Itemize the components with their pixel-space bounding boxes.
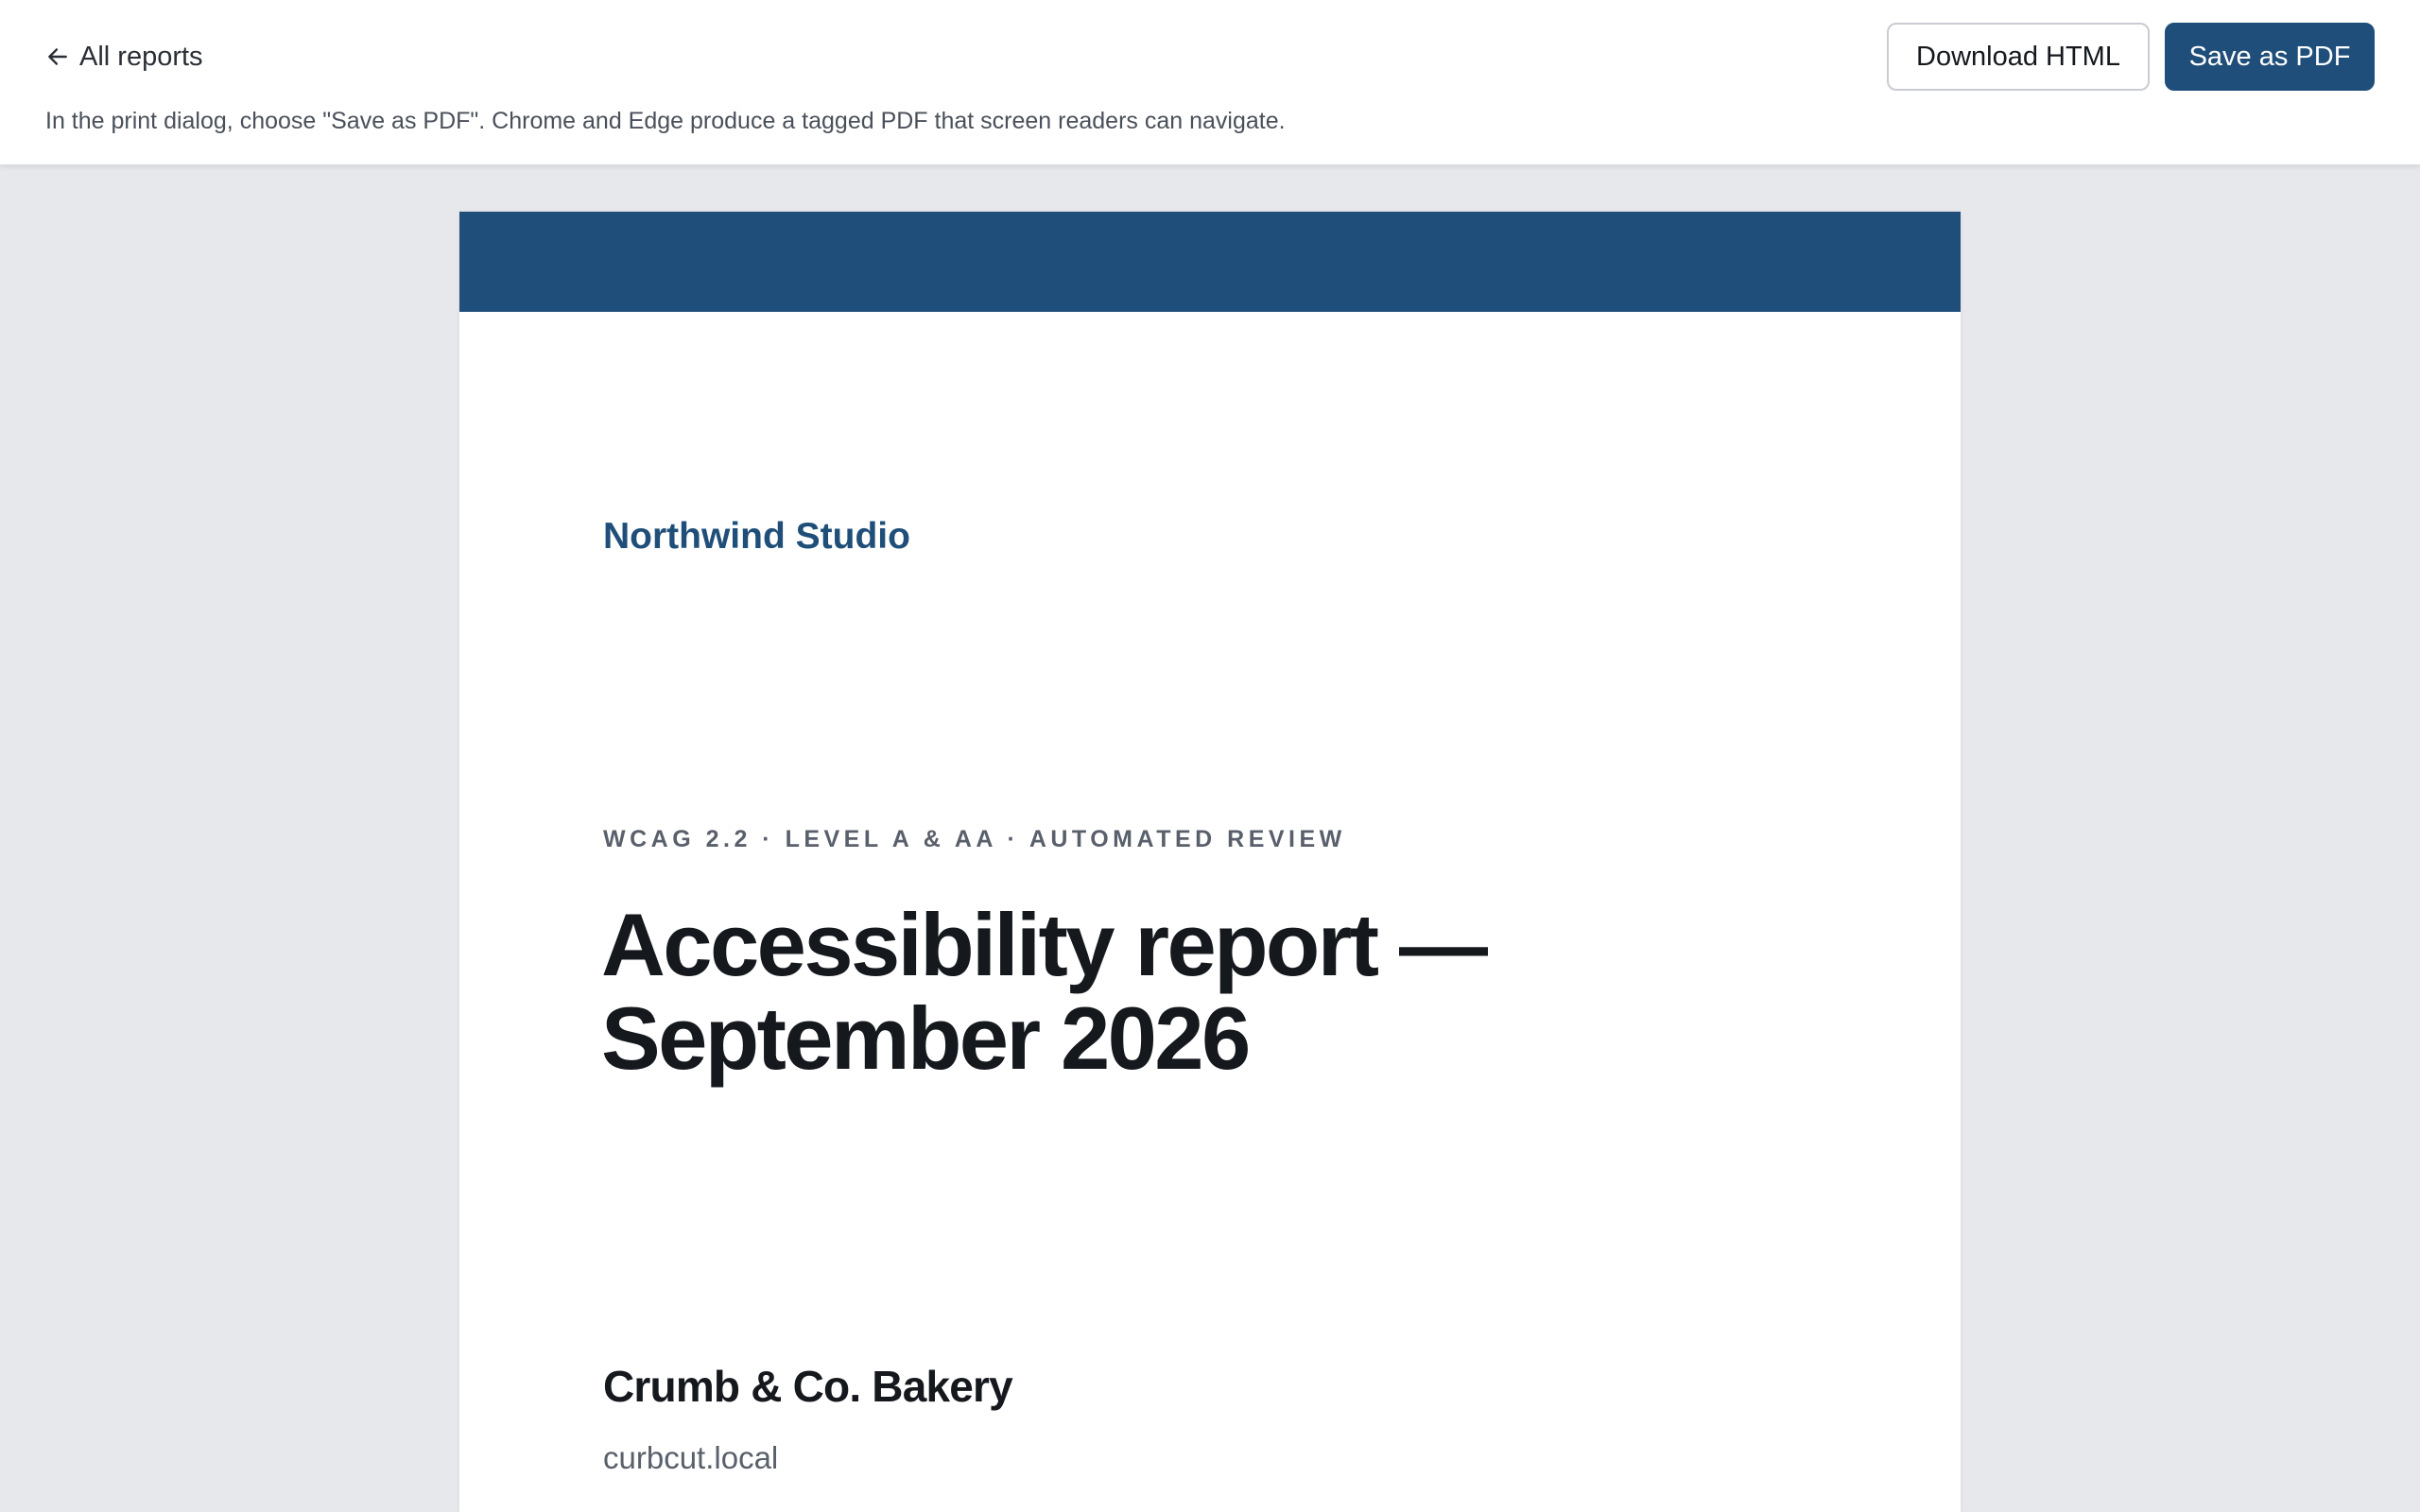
arrow-left-icon xyxy=(45,44,70,69)
all-reports-link[interactable] xyxy=(45,36,203,77)
all-reports-label: All reports xyxy=(79,41,203,72)
cover-accent-band xyxy=(459,212,1961,312)
print-hint-text: In the print dialog, choose "Save as PDF". Chrome and Edge produce a tagged PDF that screen readers can navigate. xyxy=(45,108,1286,134)
save-as-pdf-button[interactable]: Save as PDF xyxy=(2165,23,2375,91)
report-title: Accessibility report — September 2026 xyxy=(601,895,1486,1088)
agency-brand-name: Northwind Studio xyxy=(603,516,910,557)
report-toolbar xyxy=(0,0,2420,164)
report-standard-eyebrow: WCAG 2.2 · LEVEL A & AA · AUTOMATED REVIEW xyxy=(603,826,1346,852)
report-cover-page xyxy=(459,212,1961,1512)
download-html-button[interactable]: Download HTML xyxy=(1887,23,2150,91)
client-name: Crumb & Co. Bakery xyxy=(603,1362,1012,1411)
client-domain: curbcut.local xyxy=(603,1440,779,1475)
